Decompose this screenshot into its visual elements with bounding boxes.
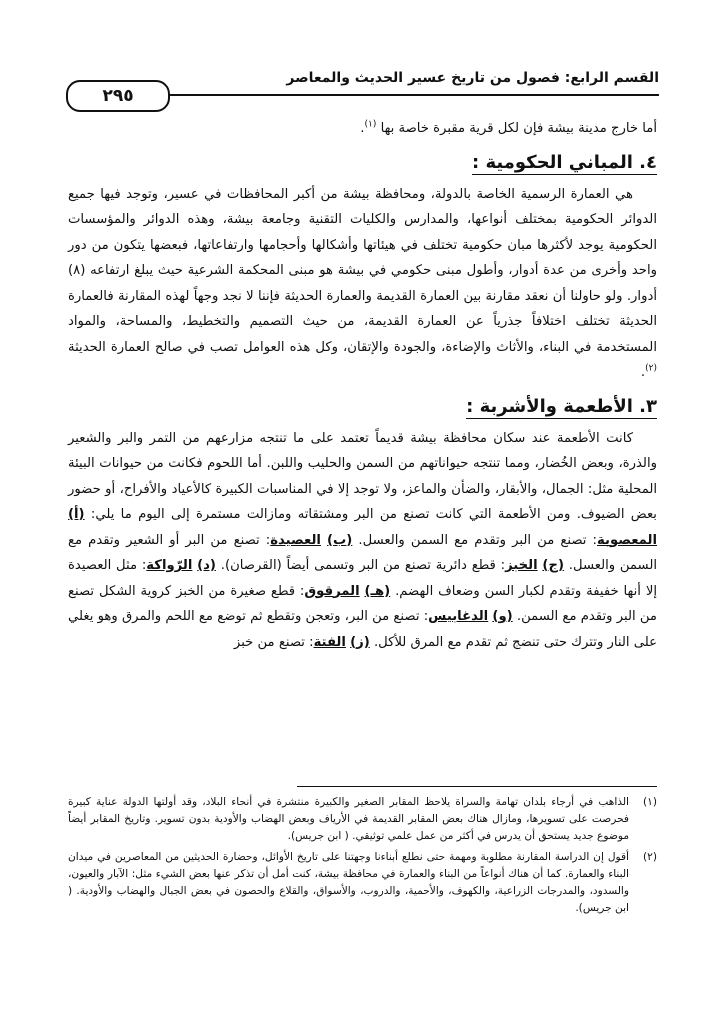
government-buildings-paragraph	[68, 182, 657, 386]
item-letter: (ب)	[327, 532, 353, 548]
item-description: : تصنع من البر أو الشعير وتقدم مع السمن والعسل.	[68, 532, 657, 573]
item-description: : قطع صغيرة من الخبز كروية الشكل تصنع من البر وتقدم مع السمن.	[68, 583, 657, 624]
footnote-number: (٢)	[643, 851, 657, 863]
item-name: الفتة	[313, 634, 346, 650]
paragraph-text: كانت الأطعمة عند سكان محافظة بيشة قديماً تعتمد على ما تنتجه مزارعهم من التمر والبر والشعير والذرة، وبعض الخُضار، ومما تنتجه حيواناتهم من السمن والحليب واللبن. أما اللحوم فكانت من حيوانات البيئة المحلية مثل: الجمال، والأبقار، والضأن والماعز، ولا توجد إلا في المناسبات الكبيرة كالأعياد والأفراح، أو حضور بعض الضيوف. ومن الأطعمة التي كانت تصنع من البر ومشتقاته ومازالت مستمرة إلى اليوم ما يلي:	[68, 430, 657, 522]
intro-paragraph	[68, 116, 657, 142]
footnote-text: أقول إن الدراسة المقارنة مطلوبة ومهمة حتى نطلع أبناءنا وجهتنا على تاريخ الأوائل، وحضارة الحديثين من المعاصرين في ميدان البناء والعمارة. كما أن هناك أنواعاً من البناء والعمارة في محافظة بيشة، كنت أمل أن تذكر عنها بعض الشيء مثل: الآبار والعيون، والسدود، والمدرجات الزراعية، والكهوف، والأحمية، والدروب، والأسواق، والقلاع والحصون في بعض الجبال والهضاب والأودية. ( ابن جريس).	[68, 851, 629, 914]
intro-text: أما خارج مدينة بيشة فإن لكل قرية مقبرة خاصة بها	[380, 121, 657, 136]
page-number-badge	[66, 80, 170, 112]
item-description: : مثل العصيدة إلا أنها خفيفة وتقدم لكبار السن وضعاف الهضم.	[68, 558, 658, 599]
heading-text: ٣. الأطعمة والأشربة :	[466, 395, 657, 417]
paragraph-end: .	[640, 365, 646, 380]
footnote-1	[68, 794, 657, 845]
item-name: الخبز	[505, 558, 538, 573]
heading-text: ٤. المباني الحكومية :	[472, 151, 657, 173]
section-heading-food-drinks	[68, 390, 657, 424]
footnote-separator	[297, 786, 657, 787]
item-name: العصيدة	[270, 532, 321, 548]
footnote-number: (١)	[643, 796, 657, 808]
item-letter: (أ)	[68, 507, 85, 522]
item-description: : تصنع من البر، وتعجن وتقطع ثم توضع مع اللحم والمرق وهو يغلي على النار وتترك حتى تنضج ثم تقدم مع المرق للأكل.	[68, 609, 657, 650]
food-item-c	[221, 558, 564, 573]
running-header	[66, 64, 659, 106]
item-name: المرقوق	[304, 583, 360, 599]
item-letter: (ز)	[350, 634, 370, 650]
item-name: الدغابيس	[428, 609, 489, 624]
item-description: : تصنع من خبز	[233, 634, 314, 650]
footnote-text: الذاهب في أرجاء بلدان تهامة والسراة يلاحظ المقابر الصغير والكبيرة منتشرة في أنحاء البلاد، وقد أولتها الدولة عناية كبيرة فحرصت على تسويرها، ومازال هناك بعض المقابر القديمة في الأرياف وبعض الهضاب والأودية بدون تسوير. وتاريخ المقابر أيضاً موضوع جديد يستحق أن يدرس في أكثر من عمل علمي توثيقي. ( ابن جريس).	[68, 796, 629, 842]
footnotes	[68, 794, 657, 921]
item-name: الرّواكة	[146, 558, 193, 573]
chapter-title: القسم الرابع: فصول من تاريخ عسير الحديث والمعاصر	[286, 70, 659, 86]
item-description: : قطع دائرية تصنع من البر وتسمى أيضاً (القرصان).	[220, 558, 506, 573]
item-description: : تصنع من البر وتقدم مع السمن والعسل.	[358, 532, 598, 548]
item-letter: (د)	[197, 558, 216, 573]
paragraph-text: هي العمارة الرسمية الخاصة بالدولة، ومحافظة بيشة من أكبر المحافظات في عسير، وتوجد فيها جميع الدوائر الحكومية بمختلف أنواعها، والمدارس والكليات التقنية وجامعة بيشة، وهذه الدوائر والمؤسسات الحكومية يوجد لأكثرها مبان حكومية تختلف في هيئاتها وأشكالها وأحجامها وارتفاعاتها، فبعضها يتكون من دور واحد وأخرى من عدة أدوار، وأطول مبنى حكومي في بيشة هو مبنى المحكمة الشرعية حيث يبلغ ارتفاعه (٨) أدوار. ولو حاولنا أن نعقد مقارنة بين العمارة القديمة والعمارة الحديثة فإننا لا نجد وجهاً لهذه المقارنة فالعمارة الحديثة تختلف اختلافاً جذرياً عن العمارة القديمة، من حيث التصميم والتخطيط، والمساحة، والمواد المستخدمة في البناء، والأثاث والإضاءة، والجودة والإتقان، وكل هذه العوامل تصب في صالح العمارة الحديثة	[68, 186, 657, 355]
food-item-g	[234, 635, 370, 650]
intro-end: .	[360, 121, 365, 136]
footnote-2	[68, 849, 657, 917]
section-heading-government-buildings	[68, 146, 657, 180]
footnote-ref-1[interactable]: (١)	[364, 119, 377, 130]
footnote-ref-2[interactable]: (٢)	[645, 363, 657, 374]
item-letter: (هـ)	[364, 583, 391, 599]
item-letter: (و)	[492, 609, 513, 624]
item-letter: (ج)	[542, 558, 564, 573]
main-text	[68, 116, 657, 655]
page-number: ٢٩٥	[102, 86, 134, 106]
item-name: المعصوبة	[597, 532, 657, 548]
food-paragraph	[68, 426, 657, 656]
